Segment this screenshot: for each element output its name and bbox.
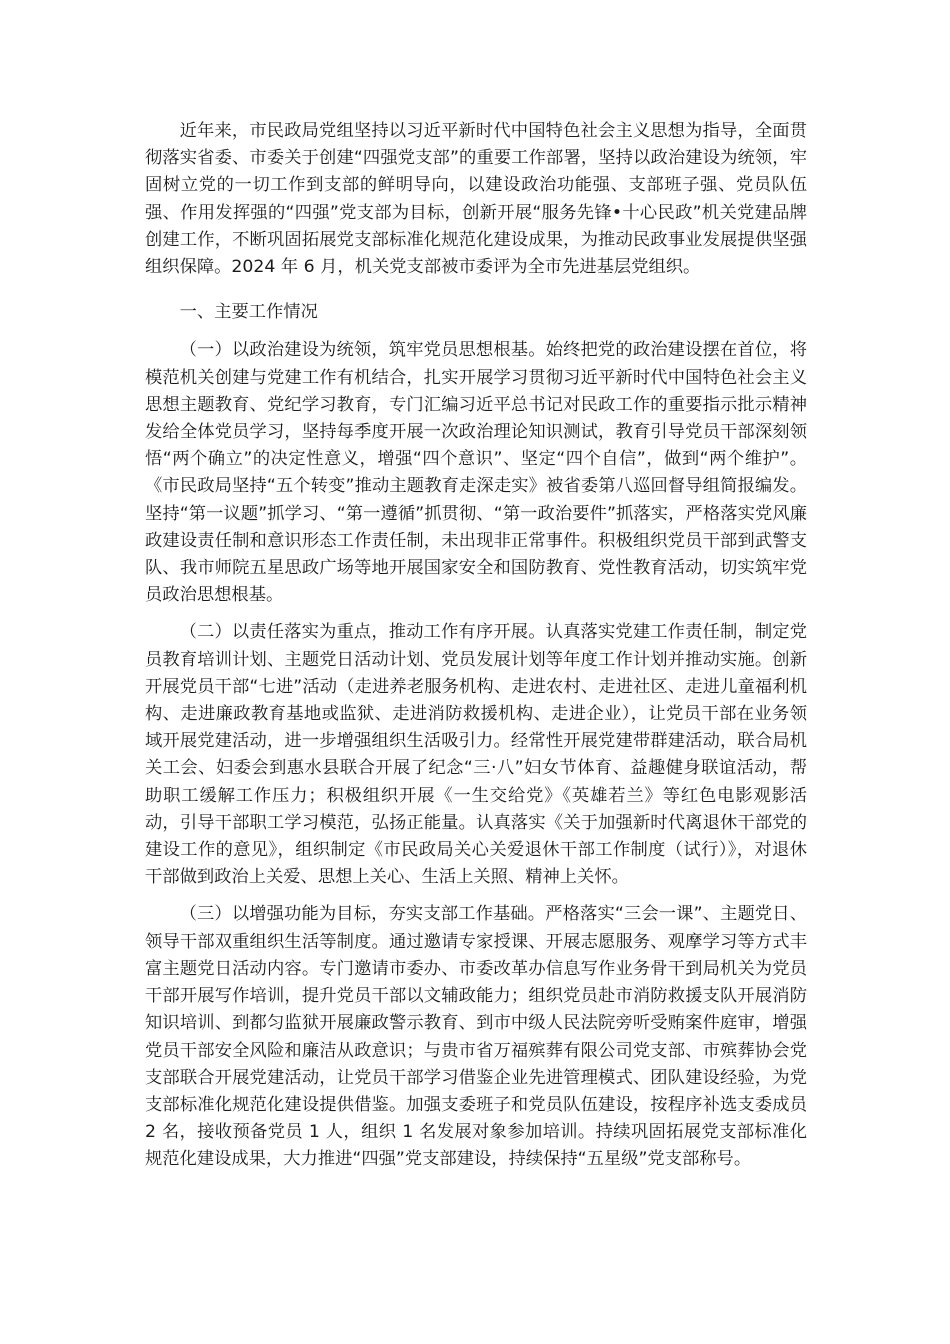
section-paragraph-3: （三）以增强功能为目标，夯实支部工作基础。严格落实“三会一课”、主题党日、领导干部双重组织生活等制度。通过邀请专家授课、开展志愿服务、观摩学习等方式丰富主题党日活动内容。专门邀请市委办、市委改革办信息写作业务骨干到局机关为党员干部开展写作培训，提升党员干部以文辅政能力；组织党员赴市消防救援支队开展消防知识培训、到都匀监狱开展廉政警示教育、到市中级人民法院旁听受贿案件庭审，增强党员干部安全风险和廉洁从政意识；与贵市省万福殡葬有限公司党支部、市殡葬协会党支部联合开展党建活动，让党员干部学习借鉴企业先进管理模式、团队建设经验，为党支部标准化规范化建设提供借鉴。加强支委班子和党员队伍建设，按程序补选支委成员 2 名，接收预备党员 1 人，组织 1 名发展对象参加培训。持续巩固拓展党支部标准化规范化建设成果，大力推进“四强”党支部建设，持续保持“五星级”党支部称号。 [145, 904, 807, 1170]
section-paragraph-1: （一）以政治建设为统领，筑牢党员思想根基。始终把党的政治建设摆在首位，将模范机关创建与党建工作有机结合，扎实开展学习贯彻习近平新时代中国特色社会主义思想主题教育、党纪学习教育，专门汇编习近平总书记对民政工作的重要指示批示精神发给全体党员学习，坚持每季度开展一次政治理论知识测试，教育引导党员干部深刻领悟“两个确立”的决定性意义，增强“四个意识”、坚定“四个自信”，做到“两个维护”。《市民政局坚持“五个转变”推动主题教育走深走实》被省委第八巡回督导组简报编发。坚持“第一议题”抓学习、“第一遵循”抓贯彻、“第一政治要件”抓落实，严格落实党风廉政建设责任制和意识形态工作责任制，未出现非正常事件。积极组织党员干部到武警支队、我市师院五星思政广场等地开展国家安全和国防教育、党性教育活动，切实筑牢党员政治思想根基。 [145, 340, 807, 606]
section-heading: 一、主要工作情况 [179, 302, 318, 323]
intro-paragraph: 近年来，市民政局党组坚持以习近平新时代中国特色社会主义思想为指导，全面贯彻落实省委、市委关于创建“四强党支部”的重要工作部署，坚持以政治建设为统领，牢固树立党的一切工作到支部的鲜明导向，以建设政治功能强、支部班子强、党员队伍强、作用发挥强的“四强”党支部为目标，创新开展“服务先锋•十心民政”机关党建品牌创建工作，不断巩固拓展党支部标准化规范化建设成果，为推动民政事业发展提供坚强组织保障。2024 年 6 月，机关党支部被市委评为全市先进基层党组织。 [145, 121, 807, 278]
section-paragraph-2: （二）以责任落实为重点，推动工作有序开展。认真落实党建工作责任制，制定党员教育培训计划、主题党日活动计划、党员发展计划等年度工作计划并推动实施。创新开展党员干部“七进”活动（走进养老服务机构、走进农村、走进社区、走进儿童福利机构、走进廉政教育基地或监狱、走进消防救援机构、走进企业），让党员干部在业务领域开展党建活动，进一步增强组织生活吸引力。经常性开展党建带群建活动，联合局机关工会、妇委会到惠水县联合开展了纪念“三·八”妇女节体育、益趣健身联谊活动，帮助职工缓解工作压力；积极组织开展《一生交给党》《英雄若兰》等红色电影观影活动，引导干部职工学习模范，弘扬正能量。认真落实《关于加强新时代离退休干部党的建设工作的意见》，组织制定《市民政局关心关爱退休干部工作制度（试行）》，对退休干部做到政治上关爱、思想上关心、生活上关照、精神上关怀。 [145, 622, 807, 888]
document-body [145, 118, 807, 1184]
